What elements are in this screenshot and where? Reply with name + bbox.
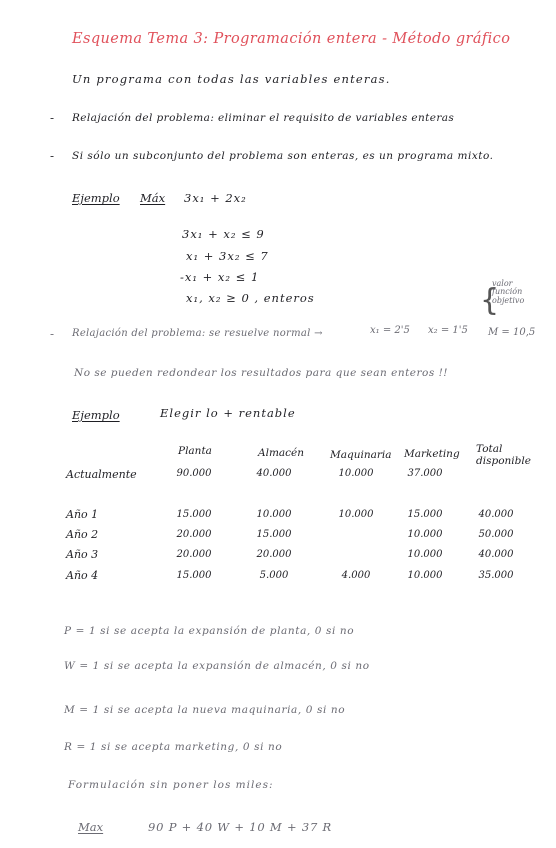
table-cell: 10.000 (338, 468, 374, 479)
objective-function: 3x₁ + 2x₂ (184, 191, 247, 205)
table-cell: 10.000 (338, 509, 374, 520)
table-row-label: Año 2 (66, 528, 99, 541)
relaxation-x2: x₂ = 1'5 (428, 325, 468, 336)
table-cell: 40.000 (256, 468, 292, 479)
relaxation-m: M = 10,5 (488, 327, 536, 338)
example-label: Ejemplo (72, 191, 120, 205)
column-header-maquinaria: Maquinaria (330, 449, 392, 461)
table-cell: 5.000 (259, 570, 289, 581)
bullet-relaxation: Relajación del problema: eliminar el requisito de variables enteras (72, 112, 455, 124)
table-cell: 37.000 (407, 468, 443, 479)
bullet-dash: - (50, 327, 55, 341)
table-cell: 20.000 (256, 549, 292, 560)
table-cell: 20.000 (176, 529, 212, 540)
table-cell: 4.000 (341, 570, 371, 581)
definition-p: P = 1 si se acepta la expansión de planta, 0 si no (64, 625, 355, 637)
formulation-label: Formulación sin poner los miles: (68, 779, 274, 791)
column-header-total: Total disponible (476, 443, 531, 467)
max-expression: 90 P + 40 W + 10 M + 37 R (148, 820, 332, 834)
column-header-marketing: Marketing (404, 448, 460, 460)
table-row-label: Año 3 (66, 548, 99, 561)
column-header-almacen: Almacén (258, 447, 305, 459)
bullet-dash: - (50, 111, 55, 125)
table-cell: 15.000 (407, 509, 443, 520)
definition-w: W = 1 si se acepta la expansión de almacén, 0 si no (64, 660, 370, 672)
example-heading: Elegir lo + rentable (160, 406, 296, 420)
max-label: Max (78, 820, 104, 834)
bullet-mixed: Si sólo un subconjunto del problema son enteras, es un programa mixto. (72, 150, 494, 162)
table-cell: 50.000 (478, 529, 514, 540)
table-row-label: Actualmente (66, 468, 137, 481)
table-cell: 35.000 (478, 570, 514, 581)
definition-m: M = 1 si se acepta la nueva maquinaria, 0 si no (64, 704, 346, 716)
table-cell: 40.000 (478, 509, 514, 520)
table-cell: 10.000 (256, 509, 292, 520)
objective-label: Máx (140, 191, 166, 205)
table-cell: 20.000 (176, 549, 212, 560)
table-cell: 15.000 (176, 509, 212, 520)
constraint-nonnegativity: x₁, x₂ ≥ 0 , enteros (186, 291, 315, 305)
definition-r: R = 1 si se acepta marketing, 0 si no (64, 741, 283, 753)
table-row-label: Año 1 (66, 508, 99, 521)
table-cell: 10.000 (407, 549, 443, 560)
constraint-1: 3x₁ + x₂ ≤ 9 (182, 227, 265, 241)
warning-text: No se pueden redondear los resultados para que sean enteros !! (74, 367, 449, 379)
table-cell: 15.000 (256, 529, 292, 540)
constraint-2: x₁ + 3x₂ ≤ 7 (186, 249, 269, 263)
intro-text: Un programa con todas las variables enteras. (72, 72, 391, 86)
page-title: Esquema Tema 3: Programación entera - Método gráfico (72, 31, 511, 47)
brace-mark: { (480, 283, 500, 318)
relaxation-x1: x₁ = 2'5 (370, 325, 410, 336)
table-cell: 90.000 (176, 468, 212, 479)
side-note: valor función objetivo (492, 279, 525, 305)
table-cell: 15.000 (176, 570, 212, 581)
table-row-label: Año 4 (66, 569, 99, 582)
constraint-3: -x₁ + x₂ ≤ 1 (180, 270, 260, 284)
table-cell: 10.000 (407, 529, 443, 540)
example-label: Ejemplo (72, 408, 120, 422)
relaxation-result-text: Relajación del problema: se resuelve normal → (72, 328, 323, 339)
bullet-dash: - (50, 149, 55, 163)
column-header-planta: Planta (178, 445, 212, 457)
table-cell: 40.000 (478, 549, 514, 560)
table-cell: 10.000 (407, 570, 443, 581)
